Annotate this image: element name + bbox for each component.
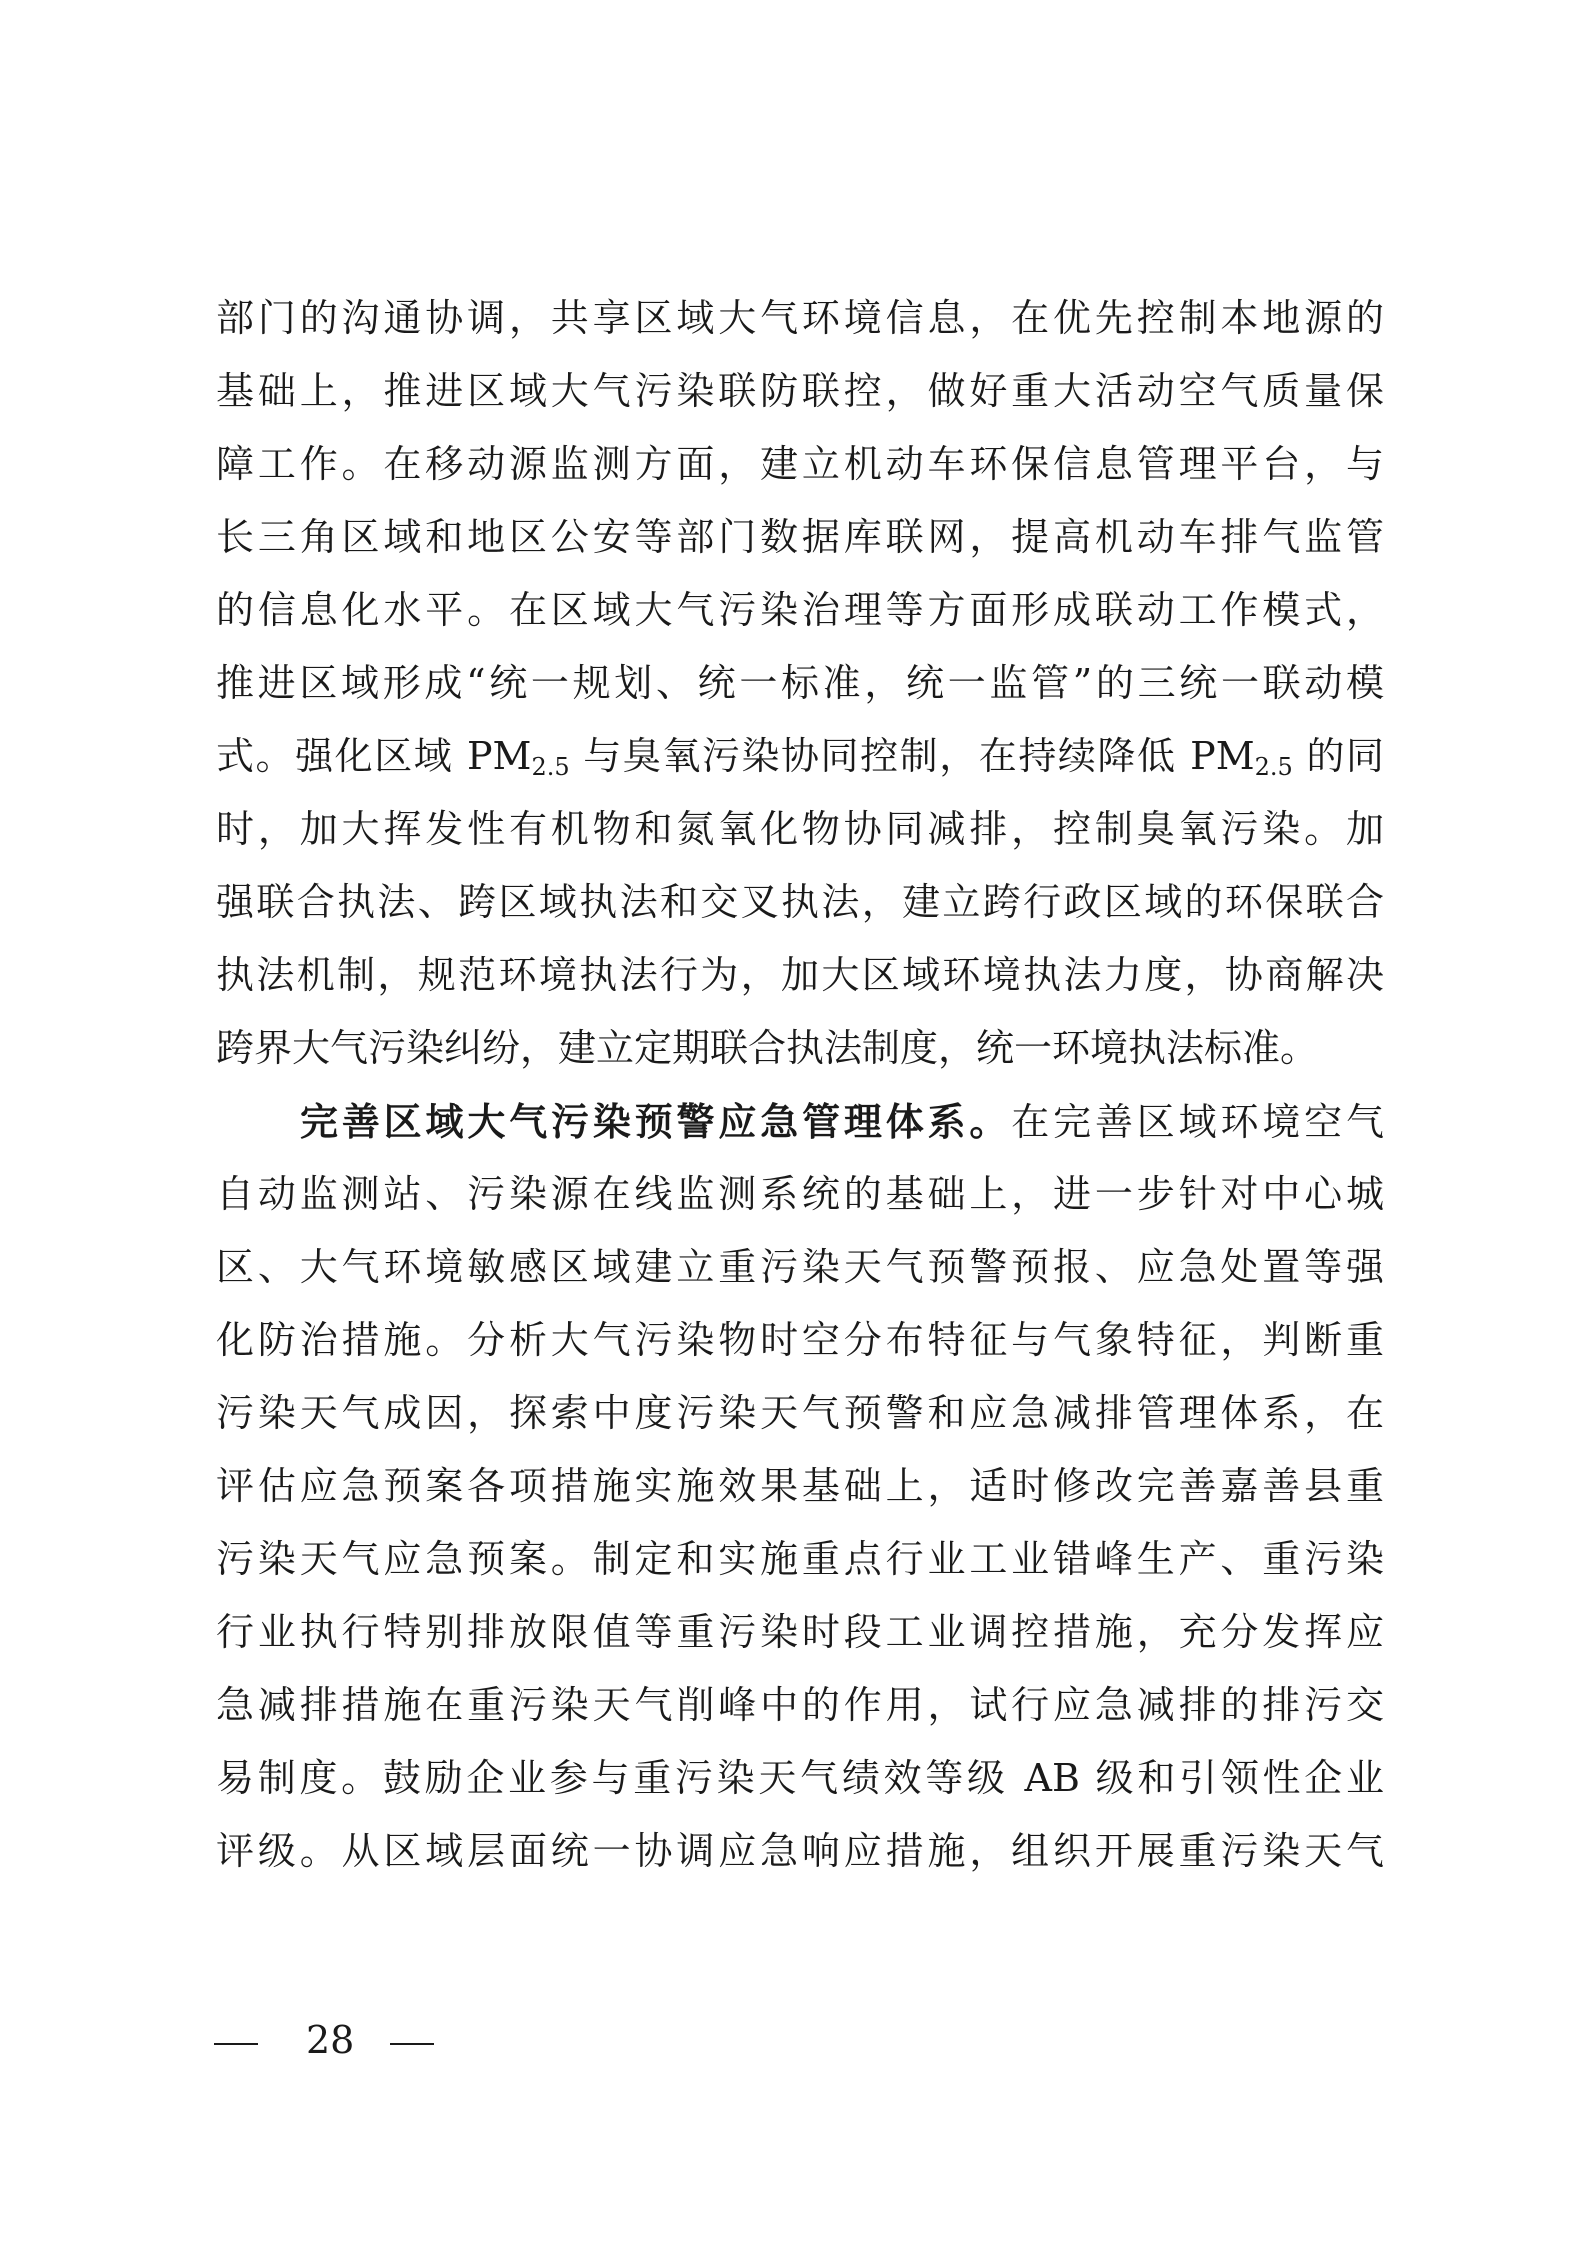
footer-dash-right (390, 2043, 434, 2045)
text-line: 基础上，推进区域大气污染联防联控，做好重大活动空气质量保 (216, 369, 1384, 413)
text-line: 易制度。鼓励企业参与重污染天气绩效等级 AB 级和引领性企业 (216, 1756, 1384, 1800)
text-segment: 在完善区域环境空气 (1011, 1100, 1384, 1144)
footer-dash-left (214, 2043, 258, 2045)
text-line: 长三角区域和地区公安等部门数据库联网，提高机动车排气监管 (216, 515, 1384, 559)
text-line: 执法机制，规范环境执法行为，加大区域环境执法力度，协商解决 (216, 953, 1384, 997)
text-line: 行业执行特别排放限值等重污染时段工业调控措施，充分发挥应 (216, 1610, 1384, 1654)
text-line: 评级。从区域层面统一协调应急响应措施，组织开展重污染天气 (216, 1829, 1384, 1873)
text-line: 的信息化水平。在区域大气污染治理等方面形成联动工作模式， (216, 588, 1384, 632)
text-line: 跨界大气污染纠纷，建立定期联合执法制度，统一环境执法标准。 (216, 1026, 1319, 1070)
text-line: 区、大气环境敏感区域建立重污染天气预警预报、应急处置等强 (216, 1245, 1384, 1289)
text-line: 推进区域形成“统一规划、统一标准，统一监管”的三统一联动模 (216, 661, 1384, 705)
page-footer (214, 2015, 434, 2065)
text-line: 自动监测站、污染源在线监测系统的基础上，进一步针对中心城 (216, 1172, 1384, 1216)
text-segment: 与臭氧污染协同控制，在持续降低 PM (569, 734, 1255, 778)
text-line: 时，加大挥发性有机物和氮氧化物协同减排，控制臭氧污染。加 (216, 807, 1384, 851)
text-line: 化防治措施。分析大气污染物时空分布特征与气象特征，判断重 (216, 1318, 1384, 1362)
text-line: 污染天气应急预案。制定和实施重点行业工业错峰生产、重污染 (216, 1537, 1384, 1581)
paragraph-heading: 完善区域大气污染预警应急管理体系。 (300, 1099, 1012, 1144)
text-line: 评估应急预案各项措施实施效果基础上，适时修改完善嘉善县重 (216, 1464, 1384, 1508)
page-number: 28 (306, 2018, 355, 2062)
text-line-pm25 (216, 720, 1384, 793)
text-segment: 式。强化区域 PM (216, 734, 532, 778)
text-line: 急减排措施在重污染天气削峰中的作用，试行应急减排的排污交 (216, 1683, 1384, 1727)
text-segment: 的同 (1292, 734, 1384, 778)
text-line: 强联合执法、跨区域执法和交叉执法，建立跨行政区域的环保联合 (216, 880, 1384, 924)
text-line: 部门的沟通协调，共享区域大气环境信息，在优先控制本地源的 (216, 296, 1384, 340)
paragraph-heading-line (216, 1085, 1384, 1158)
subscript: 2.5 (531, 753, 570, 781)
text-line: 污染天气成因，探索中度污染天气预警和应急减排管理体系，在 (216, 1391, 1384, 1435)
text-line: 障工作。在移动源监测方面，建立机动车环保信息管理平台，与 (216, 442, 1384, 486)
subscript: 2.5 (1254, 753, 1293, 781)
body-text (216, 282, 1384, 1888)
